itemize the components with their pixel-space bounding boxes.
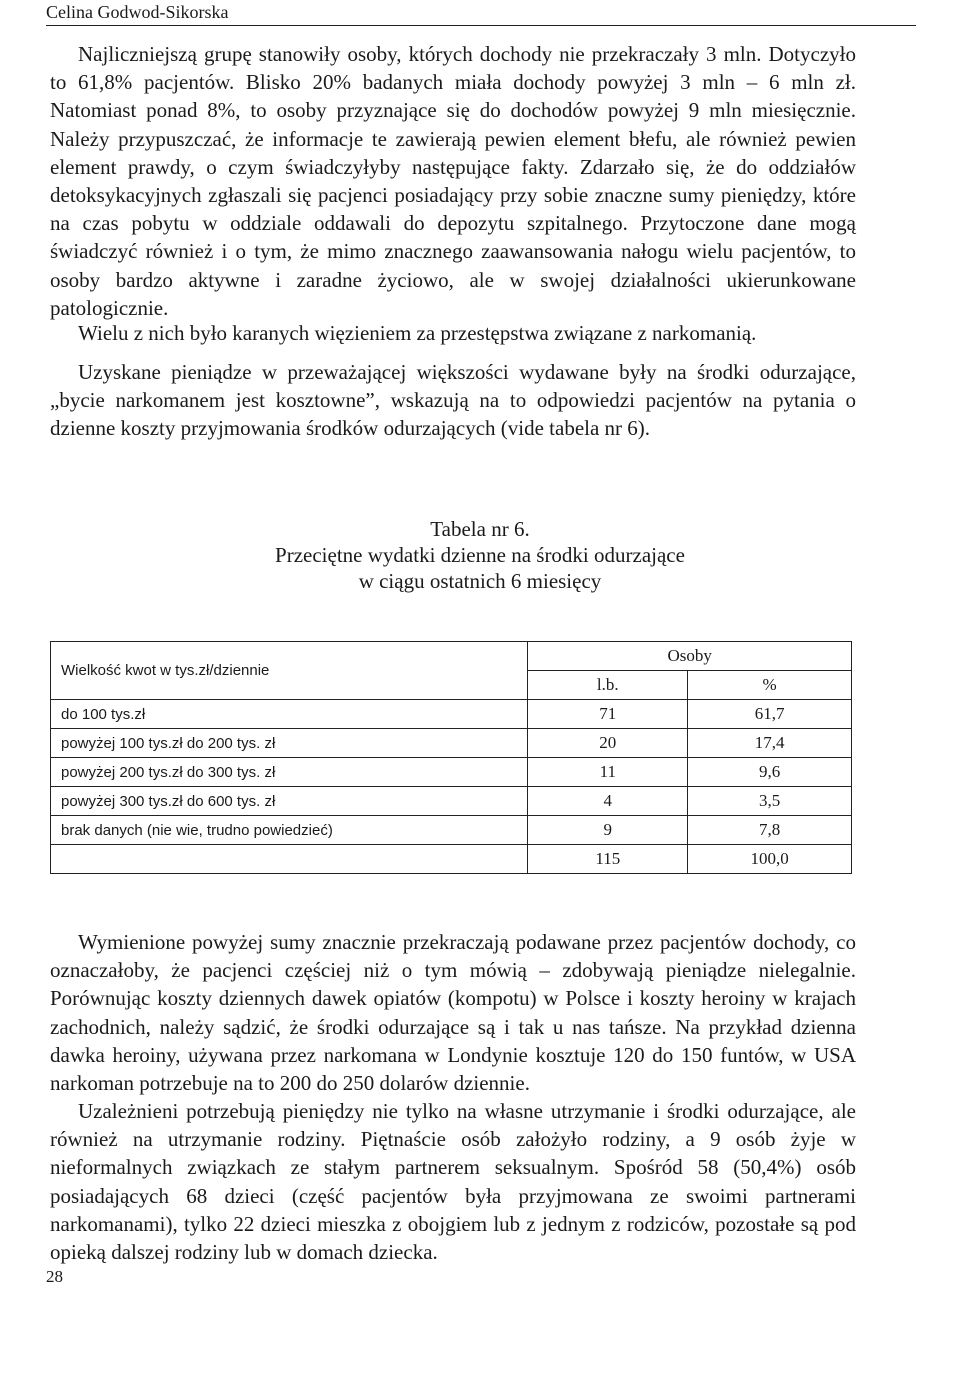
paragraph-illegal-income bbox=[50, 928, 856, 1097]
row-percent: 100,0 bbox=[688, 845, 852, 874]
expenses-table bbox=[50, 641, 852, 874]
table-title: Przeciętne wydatki dzienne na środki odurzające bbox=[275, 543, 685, 567]
header-persons: Osoby bbox=[528, 642, 852, 671]
paragraph-text: Uzyskane pieniądze w przeważającej większości wydawane były na środki odurzające, „bycie narkomanem jest kosztowne”, wskazują na to odpowiedzi pacjentów na pytania o dzienne koszty przyjmowania środków odurzających (vide tabela nr 6). bbox=[50, 360, 856, 441]
paragraph-spending bbox=[50, 358, 856, 443]
table-number: Tabela nr 6. bbox=[430, 517, 530, 541]
row-label: powyżej 200 tys.zł do 300 tys. zł bbox=[51, 758, 528, 787]
row-count: 20 bbox=[528, 729, 688, 758]
row-label bbox=[51, 845, 528, 874]
row-percent: 9,6 bbox=[688, 758, 852, 787]
table-row bbox=[51, 816, 852, 845]
table-subtitle: w ciągu ostatnich 6 miesięcy bbox=[358, 569, 602, 593]
row-percent: 61,7 bbox=[688, 700, 852, 729]
table-row bbox=[51, 758, 852, 787]
page-number: 28 bbox=[46, 1267, 63, 1286]
table-row bbox=[51, 729, 852, 758]
paragraph-families bbox=[50, 1097, 856, 1266]
header-amount-label: Wielkość kwot w tys.zł/dziennie bbox=[51, 642, 528, 700]
row-percent: 17,4 bbox=[688, 729, 852, 758]
row-count: 4 bbox=[528, 787, 688, 816]
paragraph-text: Wymienione powyżej sumy znacznie przekraczają podawane przez pacjentów dochody, co oznaczałoby, że pacjenci częściej niż o tym mówią – zdobywają pieniądze nielegalnie. Porównując koszty dziennych dawek opiatów (kompotu) w Polsce i koszty heroiny w krajach zachodnich, należy sądzić, że środki odurzające są i tak u nas tańsze. Na przykład dzienna dawka heroiny, używana przez narkomana w Londynie kosztuje 120 do 150 funtów, w USA narkoman potrzebuje na to 200 do 250 dolarów dziennie. bbox=[50, 930, 856, 1096]
paragraph-convictions bbox=[50, 319, 856, 347]
table-row bbox=[51, 700, 852, 729]
row-label: powyżej 300 tys.zł do 600 tys. zł bbox=[51, 787, 528, 816]
table-header-row bbox=[51, 642, 852, 671]
running-header: Celina Godwod-Sikorska bbox=[46, 2, 229, 22]
row-count: 115 bbox=[528, 845, 688, 874]
row-count: 71 bbox=[528, 700, 688, 729]
table-row bbox=[51, 787, 852, 816]
row-count: 11 bbox=[528, 758, 688, 787]
header-percent: % bbox=[688, 671, 852, 700]
paragraph-text: Najliczniejszą grupę stanowiły osoby, których dochody nie przekraczały 3 mln. Dotyczyło to 61,8% pacjentów. Blisko 20% badanych miała dochody powyżej 3 mln – 6 mln zł. Natomiast ponad 8%, to osoby przyznające się do dochodów powyżej 9 mln miesięcznie. Należy przypuszczać, że informacje te zawierają pewien element błefu, ale również pewien element prawdy, o czym świadczyłyby następujące fakty. Zdarzało się, że do oddziałów detoksykacyjnych zgłaszali się pacjenci posiadający przy sobie znaczne sumy pieniędzy, które na czas pobytu w oddziale oddawali do depozytu szpitalnego. Przytoczone dane mogą świadczyć również i o tym, że mimo znacznego zaawansowania nałogu wielu pacjentów, to osoby bardzo aktywne i zaradne życiowo, ale w swojej działalności ukierunkowane patologicznie. bbox=[50, 42, 856, 320]
paragraph-text: Uzależnieni potrzebują pieniędzy nie tylko na własne utrzymanie i środki odurzające, ale również na utrzymanie rodziny. Piętnaście osób założyło rodziny, a 9 osób żyje w nieformalnych związkach ze stałym partnerem seksualnym. Spośród 58 (50,4%) osób posiadających 68 dzieci (część pacjentów była przyjmowana ze swoimi partnerami narkomanami), tylko 22 dzieci mieszka z obojgiem lub z jednym z rodziców, pozostałe są pod opieką dalszej rodziny lub w domach dziecka. bbox=[50, 1099, 856, 1265]
row-percent: 3,5 bbox=[688, 787, 852, 816]
row-label: brak danych (nie wie, trudno powiedzieć) bbox=[51, 816, 528, 845]
paragraph-text: Wielu z nich było karanych więzieniem za przestępstwa związane z narkomanią. bbox=[78, 321, 757, 345]
header-divider bbox=[46, 25, 916, 26]
row-label: do 100 tys.zł bbox=[51, 700, 528, 729]
row-count: 9 bbox=[528, 816, 688, 845]
header-count: l.b. bbox=[528, 671, 688, 700]
row-percent: 7,8 bbox=[688, 816, 852, 845]
row-label: powyżej 100 tys.zł do 200 tys. zł bbox=[51, 729, 528, 758]
table-total-row bbox=[51, 845, 852, 874]
paragraph-income bbox=[50, 40, 856, 322]
